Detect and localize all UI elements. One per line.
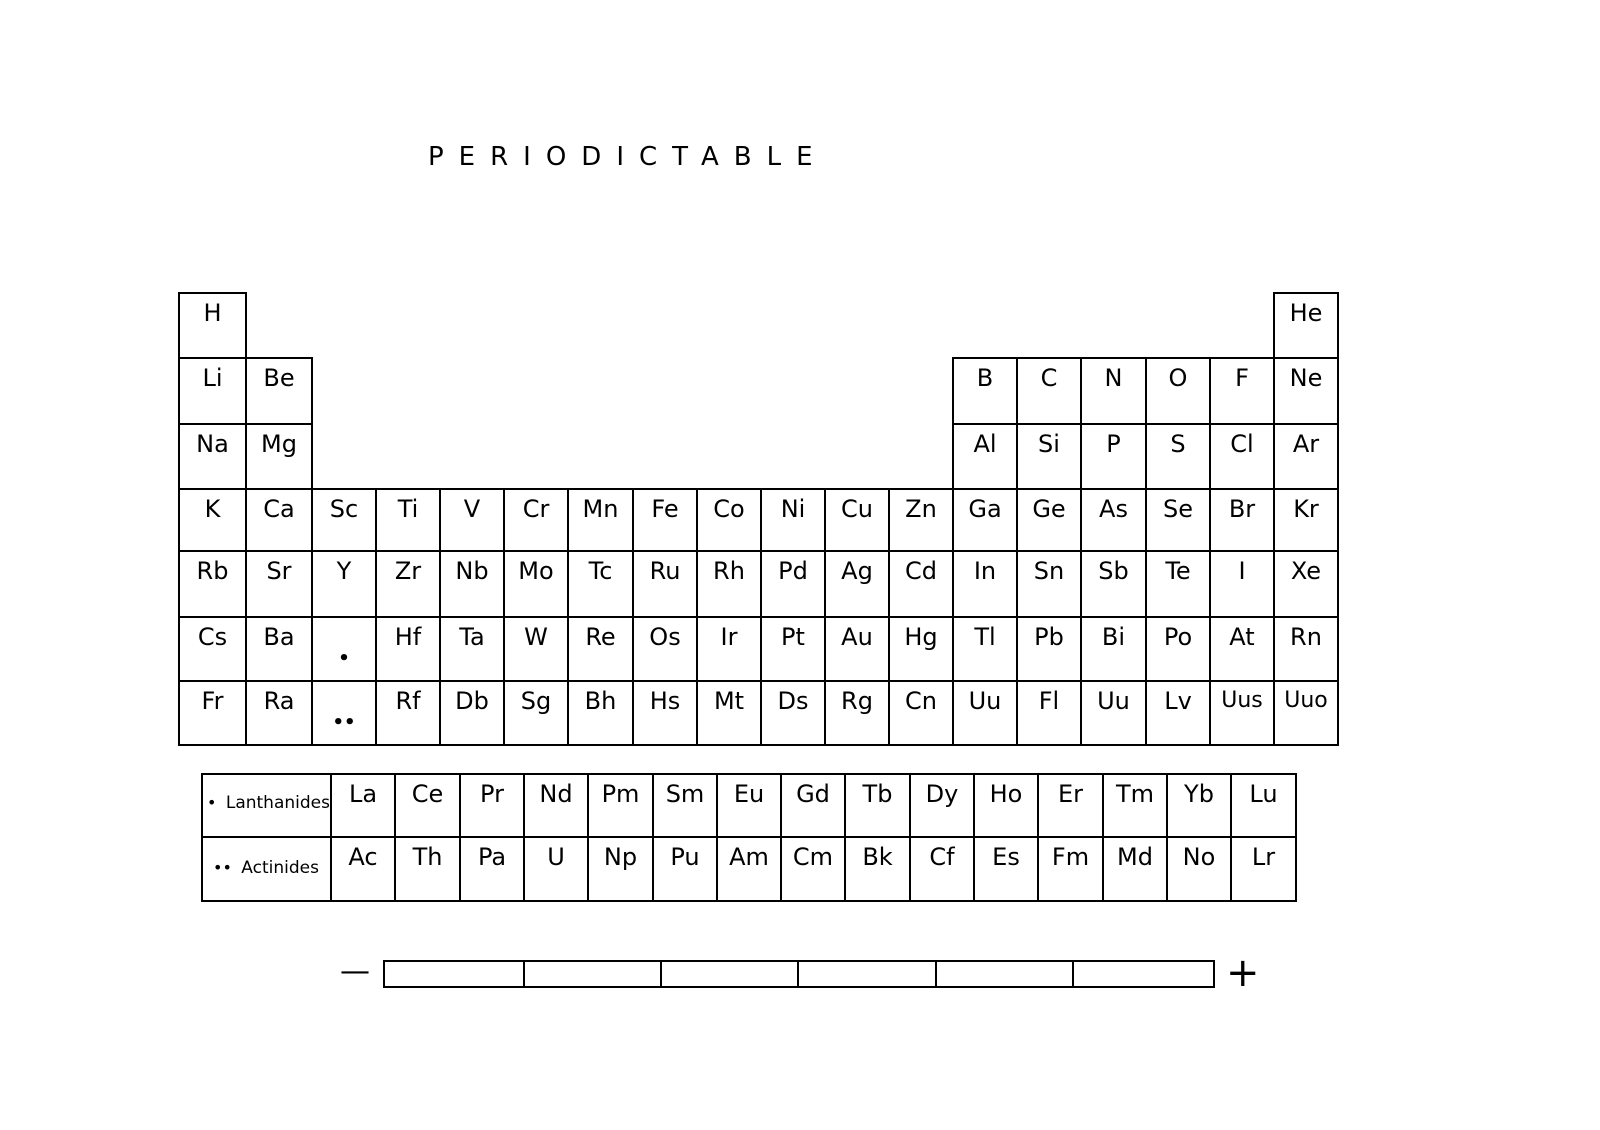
element-symbol: Fm <box>1051 843 1090 871</box>
element-cell-Ce <box>394 773 461 838</box>
element-symbol: Ne <box>1289 364 1323 392</box>
element-symbol: K <box>204 495 221 523</box>
element-symbol: Rn <box>1290 623 1322 651</box>
scale-segment <box>523 960 662 988</box>
element-cell-F <box>1209 357 1275 425</box>
element-symbol: Uus <box>1221 688 1263 713</box>
element-cell-Np <box>587 836 654 902</box>
element-symbol: Ir <box>720 623 738 651</box>
element-cell-Ba <box>245 616 313 682</box>
element-cell-Th <box>394 836 461 902</box>
element-cell-Cn <box>888 680 954 746</box>
series-label-text: Lanthanides <box>220 793 330 813</box>
element-cell-Mo <box>503 550 569 618</box>
element-symbol: N <box>1104 364 1123 392</box>
element-cell-Re <box>567 616 634 682</box>
element-symbol: Bk <box>862 843 893 871</box>
element-symbol: Db <box>455 687 489 715</box>
element-cell-Ta <box>439 616 505 682</box>
element-symbol: H <box>203 299 222 327</box>
element-cell-Er <box>1037 773 1104 838</box>
element-symbol: Hs <box>649 687 681 715</box>
element-symbol: Fr <box>201 687 224 715</box>
element-cell-Ac <box>330 836 396 902</box>
element-cell-Gd <box>780 773 846 838</box>
element-symbol: Ga <box>968 495 1002 523</box>
element-cell-Nd <box>523 773 589 838</box>
element-symbol: Tb <box>862 780 893 808</box>
element-cell-W <box>503 616 569 682</box>
element-cell-Dy <box>909 773 975 838</box>
element-cell-Tc <box>567 550 634 618</box>
element-symbol: Cl <box>1230 430 1254 458</box>
element-cell-Mg <box>245 423 313 490</box>
element-symbol: Mn <box>582 495 619 523</box>
element-symbol: Eu <box>733 780 765 808</box>
element-symbol: Os <box>649 623 681 651</box>
element-cell-Kr <box>1273 488 1339 552</box>
element-symbol: Be <box>263 364 295 392</box>
element-cell-Co <box>696 488 762 552</box>
element-cell-Tb <box>844 773 911 838</box>
placeholder-mark: •• <box>332 712 356 733</box>
element-symbol: B <box>976 364 994 392</box>
element-cell-Cm <box>780 836 846 902</box>
element-symbol: Ce <box>411 780 444 808</box>
element-cell-Hf <box>375 616 441 682</box>
element-symbol: Es <box>992 843 1020 871</box>
element-symbol: Rb <box>196 557 229 585</box>
element-cell-At <box>1209 616 1275 682</box>
element-cell-Ho <box>973 773 1039 838</box>
element-cell-Rg <box>824 680 890 746</box>
element-symbol: Co <box>713 495 745 523</box>
element-symbol: Ge <box>1032 495 1066 523</box>
element-cell-Sc <box>311 488 377 552</box>
element-symbol: Pt <box>781 623 805 651</box>
element-symbol: Sn <box>1033 557 1065 585</box>
element-cell-Cr <box>503 488 569 552</box>
element-symbol: Fl <box>1038 687 1060 715</box>
element-symbol: Rf <box>395 687 421 715</box>
element-symbol: Ni <box>780 495 806 523</box>
page-title: PERIODICTABLE <box>428 142 828 172</box>
element-cell-Mt <box>696 680 762 746</box>
element-symbol: U <box>547 843 565 871</box>
element-symbol: V <box>463 495 481 523</box>
element-symbol: Re <box>585 623 616 651</box>
element-cell-N <box>1080 357 1147 425</box>
element-symbol: Pb <box>1034 623 1064 651</box>
element-cell-Po <box>1145 616 1211 682</box>
element-symbol: Cn <box>905 687 937 715</box>
element-cell-I <box>1209 550 1275 618</box>
element-cell-U <box>523 836 589 902</box>
element-symbol: Al <box>973 430 997 458</box>
element-symbol: Pd <box>778 557 808 585</box>
element-symbol: Li <box>202 364 223 392</box>
element-cell-Pr <box>459 773 525 838</box>
element-cell-Tm <box>1102 773 1168 838</box>
element-cell-Zn <box>888 488 954 552</box>
element-symbol: Tc <box>588 557 613 585</box>
element-symbol: Cf <box>929 843 955 871</box>
element-cell-C <box>1016 357 1082 425</box>
element-cell-Rf <box>375 680 441 746</box>
element-symbol: Am <box>729 843 769 871</box>
element-symbol: Th <box>412 843 443 871</box>
element-symbol: Xe <box>1290 557 1322 585</box>
element-cell-Rh <box>696 550 762 618</box>
element-cell-Cs <box>178 616 247 682</box>
element-cell-Au <box>824 616 890 682</box>
element-cell-Cf <box>909 836 975 902</box>
element-symbol: C <box>1040 364 1058 392</box>
element-cell-Sb <box>1080 550 1147 618</box>
element-symbol: Y <box>336 557 352 585</box>
lanthanides-label <box>201 773 332 838</box>
element-cell-Ge <box>1016 488 1082 552</box>
element-cell-Zr <box>375 550 441 618</box>
element-symbol: Hf <box>394 623 422 651</box>
bullet-mark: • <box>207 793 217 812</box>
element-symbol: Cu <box>841 495 873 523</box>
element-symbol: Sc <box>329 495 359 523</box>
element-cell-B <box>952 357 1018 425</box>
scale-segment <box>797 960 937 988</box>
element-symbol: Ru <box>649 557 681 585</box>
element-cell-Si <box>1016 423 1082 490</box>
element-cell-Bk <box>844 836 911 902</box>
element-cell-La <box>330 773 396 838</box>
element-cell-Uu <box>952 680 1018 746</box>
element-symbol: Zr <box>394 557 422 585</box>
element-symbol: At <box>1229 623 1255 651</box>
element-cell-Cd <box>888 550 954 618</box>
scale-segment <box>1072 960 1215 988</box>
element-symbol: Sm <box>665 780 705 808</box>
element-symbol: Zn <box>905 495 937 523</box>
element-symbol: Uuo <box>1284 688 1328 713</box>
actinides-label <box>201 836 332 902</box>
element-symbol: He <box>1289 299 1323 327</box>
element-cell-Hg <box>888 616 954 682</box>
element-cell-Fm <box>1037 836 1104 902</box>
element-symbol: As <box>1099 495 1128 523</box>
element-cell-Uu <box>1080 680 1147 746</box>
element-cell-Br <box>1209 488 1275 552</box>
element-symbol: W <box>524 623 548 651</box>
element-symbol: Na <box>196 430 229 458</box>
element-cell-Os <box>632 616 698 682</box>
element-cell-Mn <box>567 488 634 552</box>
element-symbol: Pa <box>477 843 507 871</box>
element-symbol: S <box>1170 430 1186 458</box>
element-symbol: Rh <box>713 557 745 585</box>
element-cell-Sr <box>245 550 313 618</box>
element-symbol: Mt <box>713 687 745 715</box>
element-symbol: Hg <box>904 623 938 651</box>
element-cell-Rb <box>178 550 247 618</box>
element-symbol: Te <box>1165 557 1191 585</box>
element-symbol: Ag <box>841 557 873 585</box>
element-symbol: Dy <box>925 780 959 808</box>
element-cell-Fr <box>178 680 247 746</box>
element-symbol: Br <box>1228 495 1256 523</box>
element-cell-Nb <box>439 550 505 618</box>
element-symbol: Po <box>1163 623 1193 651</box>
element-symbol: Pu <box>670 843 700 871</box>
element-cell-Cl <box>1209 423 1275 490</box>
element-symbol: Bi <box>1101 623 1126 651</box>
minus-sign: — <box>340 954 370 989</box>
element-cell-Es <box>973 836 1039 902</box>
element-symbol: Uu <box>968 687 1002 715</box>
element-cell-Bi <box>1080 616 1147 682</box>
element-cell-Ti <box>375 488 441 552</box>
scale-segment <box>383 960 525 988</box>
element-cell-Md <box>1102 836 1168 902</box>
element-symbol: Cm <box>792 843 834 871</box>
element-symbol: Pm <box>601 780 640 808</box>
scale-segment <box>660 960 799 988</box>
element-cell-Pa <box>459 836 525 902</box>
element-symbol: Sb <box>1098 557 1129 585</box>
element-symbol: Kr <box>1293 495 1319 523</box>
lanthanide-placeholder-cell <box>311 616 377 682</box>
element-cell-Pm <box>587 773 654 838</box>
element-symbol: P <box>1106 430 1121 458</box>
element-symbol: Rg <box>841 687 873 715</box>
element-cell-Am <box>716 836 782 902</box>
element-symbol: Cs <box>197 623 228 651</box>
element-symbol: Fe <box>651 495 679 523</box>
element-cell-Ar <box>1273 423 1339 490</box>
element-cell-Pd <box>760 550 826 618</box>
element-symbol: Lr <box>1251 843 1276 871</box>
element-cell-Fe <box>632 488 698 552</box>
element-cell-Ds <box>760 680 826 746</box>
element-symbol: Ba <box>263 623 295 651</box>
element-cell-Ne <box>1273 357 1339 425</box>
element-symbol: Er <box>1057 780 1084 808</box>
element-symbol: Pr <box>480 780 504 808</box>
element-cell-O <box>1145 357 1211 425</box>
element-symbol: Ti <box>397 495 419 523</box>
element-symbol: Nb <box>455 557 489 585</box>
placeholder-mark: • <box>338 648 350 669</box>
element-cell-Xe <box>1273 550 1339 618</box>
element-symbol: Mo <box>518 557 554 585</box>
element-cell-As <box>1080 488 1147 552</box>
element-symbol: Si <box>1038 430 1060 458</box>
element-cell-Uus <box>1209 680 1275 746</box>
element-symbol: Mg <box>261 430 297 458</box>
element-symbol: Nd <box>539 780 573 808</box>
element-symbol: Lv <box>1164 687 1192 715</box>
element-cell-Hs <box>632 680 698 746</box>
element-symbol: Tl <box>974 623 996 651</box>
element-symbol: Se <box>1163 495 1193 523</box>
element-cell-Pb <box>1016 616 1082 682</box>
element-cell-Yb <box>1166 773 1232 838</box>
element-symbol: Uu <box>1097 687 1130 715</box>
element-symbol: F <box>1235 364 1249 392</box>
element-cell-Se <box>1145 488 1211 552</box>
element-symbol: Gd <box>796 780 830 808</box>
element-cell-P <box>1080 423 1147 490</box>
element-symbol: Sr <box>266 557 292 585</box>
element-cell-He <box>1273 292 1339 359</box>
element-cell-Rn <box>1273 616 1339 682</box>
element-cell-Bh <box>567 680 634 746</box>
element-symbol: Ra <box>263 687 295 715</box>
element-symbol: Ta <box>459 623 485 651</box>
element-cell-S <box>1145 423 1211 490</box>
element-cell-Ca <box>245 488 313 552</box>
element-cell-Y <box>311 550 377 618</box>
bullet-mark: •• <box>213 858 232 877</box>
element-symbol: O <box>1168 364 1188 392</box>
element-cell-K <box>178 488 247 552</box>
element-symbol: Np <box>603 843 638 871</box>
element-cell-Sg <box>503 680 569 746</box>
element-cell-Al <box>952 423 1018 490</box>
element-cell-No <box>1166 836 1232 902</box>
series-label-text: Actinides <box>235 858 319 878</box>
element-cell-Be <box>245 357 313 425</box>
element-cell-H <box>178 292 247 359</box>
element-cell-Pu <box>652 836 718 902</box>
element-symbol: Cr <box>522 495 550 523</box>
element-cell-Fl <box>1016 680 1082 746</box>
element-cell-Ra <box>245 680 313 746</box>
element-symbol: I <box>1238 557 1246 585</box>
actinide-placeholder-cell <box>311 680 377 746</box>
element-cell-Li <box>178 357 247 425</box>
element-symbol: Ds <box>777 687 809 715</box>
element-cell-Ir <box>696 616 762 682</box>
element-cell-In <box>952 550 1018 618</box>
element-symbol: Au <box>841 623 873 651</box>
element-symbol: Lu <box>1249 780 1278 808</box>
element-cell-Lu <box>1230 773 1297 838</box>
element-symbol: Md <box>1117 843 1153 871</box>
element-cell-Cu <box>824 488 890 552</box>
element-cell-Sm <box>652 773 718 838</box>
element-cell-Pt <box>760 616 826 682</box>
element-cell-V <box>439 488 505 552</box>
element-symbol: Ac <box>348 843 378 871</box>
element-symbol: Ho <box>989 780 1023 808</box>
element-symbol: Sg <box>520 687 552 715</box>
element-cell-Ru <box>632 550 698 618</box>
element-cell-Lv <box>1145 680 1211 746</box>
element-cell-Lr <box>1230 836 1297 902</box>
element-cell-Tl <box>952 616 1018 682</box>
element-symbol: Ca <box>263 495 295 523</box>
element-cell-Ga <box>952 488 1018 552</box>
element-cell-Sn <box>1016 550 1082 618</box>
element-symbol: Bh <box>584 687 617 715</box>
element-symbol: In <box>973 557 997 585</box>
element-symbol: Cd <box>905 557 937 585</box>
element-symbol: Ar <box>1292 430 1320 458</box>
element-cell-Te <box>1145 550 1211 618</box>
element-symbol: Yb <box>1184 780 1214 808</box>
element-symbol: La <box>348 780 378 808</box>
element-symbol: No <box>1182 843 1216 871</box>
element-cell-Ni <box>760 488 826 552</box>
scale-segment <box>935 960 1074 988</box>
element-cell-Na <box>178 423 247 490</box>
plus-sign: + <box>1226 950 1260 996</box>
element-cell-Eu <box>716 773 782 838</box>
element-symbol: Tm <box>1115 780 1155 808</box>
element-cell-Db <box>439 680 505 746</box>
element-cell-Uuo <box>1273 680 1339 746</box>
element-cell-Ag <box>824 550 890 618</box>
